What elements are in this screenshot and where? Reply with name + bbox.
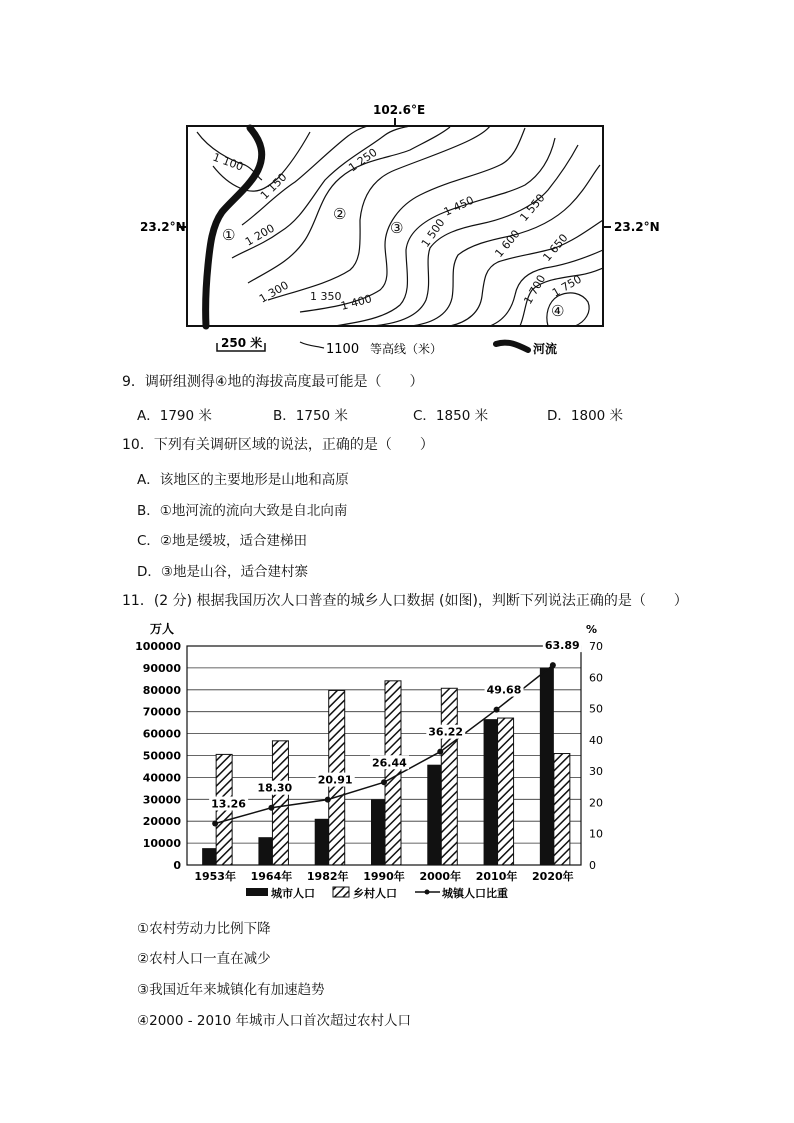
legend-urban-label: 城市人口 — [271, 887, 315, 900]
x-tick-label: 1953年 — [194, 870, 236, 883]
q9-option-a[interactable]: A．1790 米 — [137, 408, 212, 424]
y-left-tick-label: 60000 — [142, 727, 181, 741]
contour-label: 1 300 — [257, 278, 291, 306]
contour-legend-label: 等高线（米） — [370, 342, 443, 356]
contour-label: 1 200 — [243, 221, 277, 249]
y-left-tick-label: 50000 — [142, 749, 181, 763]
question-9-stem: 9．调研组测得④地的海拔高度最可能是（ ） — [122, 374, 424, 390]
y-left-tick-label: 70000 — [142, 705, 181, 719]
parallel-left-label: 23.2°N — [140, 220, 186, 234]
topographic-map — [140, 95, 670, 365]
q9-option-b[interactable]: B．1750 米 — [273, 408, 348, 424]
contour-label: 1 550 — [517, 191, 548, 224]
legend-urban-swatch — [246, 888, 268, 896]
point-3-label: ③ — [390, 219, 404, 237]
y-right-tick-label: 10 — [589, 827, 603, 841]
bar-rural — [498, 718, 514, 865]
q9-option-c[interactable]: C．1850 米 — [413, 408, 489, 424]
urbanization-point — [550, 662, 556, 668]
bar-rural — [385, 681, 401, 865]
y-left-tick-label: 100000 — [135, 640, 181, 653]
population-chart — [135, 620, 620, 905]
bar-rural — [441, 688, 457, 865]
q9-option-d[interactable]: D．1800 米 — [547, 408, 624, 424]
right-axis-unit: % — [586, 623, 598, 636]
river-legend-label: 河流 — [533, 342, 558, 356]
urbanization-point — [494, 707, 500, 713]
q10-option-c[interactable]: C．②地是缓坡，适合建梯田 — [137, 533, 308, 549]
x-tick-label: 2020年 — [532, 870, 574, 883]
chart-legend — [246, 886, 508, 900]
urbanization-data-label: 63.89 — [544, 639, 580, 653]
x-tick-label: 1964年 — [250, 870, 293, 883]
urbanization-data-label: 13.26 — [211, 797, 246, 811]
y-right-tick-label: 30 — [589, 765, 603, 779]
urbanization-data-label: 36.22 — [428, 725, 464, 739]
urbanization-point — [381, 779, 387, 785]
bar-urban — [427, 765, 441, 865]
point-4-label: ④ — [551, 302, 565, 320]
parallel-right-label: 23.2°N — [614, 220, 660, 234]
contour-label: 1 500 — [418, 216, 448, 250]
x-tick-label: 2010年 — [475, 870, 518, 883]
point-1-label: ① — [222, 226, 236, 244]
contour-legend-value: 1100 — [326, 342, 360, 357]
bar-urban — [484, 719, 498, 865]
q10-option-b[interactable]: B．①地河流的流向大致是自北向南 — [137, 503, 348, 519]
contour-label: 1 750 — [550, 272, 584, 300]
scale-bar — [217, 335, 265, 351]
urbanization-data-label: 18.30 — [257, 781, 293, 795]
contour-label: 1 600 — [492, 227, 523, 260]
y-right-tick-label: 20 — [589, 796, 603, 810]
y-left-tick-label: 10000 — [142, 837, 181, 851]
bar-urban — [202, 848, 216, 865]
y-right-tick-label: 70 — [589, 640, 603, 653]
urbanization-data-label: 26.44 — [372, 756, 407, 770]
q11-statement-3: ③我国近年来城镇化有加速趋势 — [137, 982, 325, 998]
bar-urban — [540, 667, 554, 865]
y-right-tick-label: 50 — [589, 702, 603, 716]
contour-legend-line — [300, 342, 324, 348]
y-left-tick-label: 0 — [173, 859, 181, 872]
q11-statement-1: ①农村劳动力比例下降 — [137, 921, 271, 937]
point-2-label: ② — [333, 205, 347, 223]
bar-urban — [258, 837, 272, 865]
contour-label: 1 650 — [540, 231, 571, 264]
contour-label: 1 100 — [210, 150, 246, 174]
scale-label: 250 米 — [221, 336, 263, 350]
urbanization-point — [212, 821, 218, 827]
contour-label: 1 350 — [310, 290, 342, 303]
bar-rural — [272, 741, 288, 865]
urbanization-point — [437, 749, 443, 755]
legend-rural-label: 乡村人口 — [353, 887, 397, 900]
y-right-tick-label: 40 — [589, 733, 603, 747]
q11-statement-4: ④2000 - 2010 年城市人口首次超过农村人口 — [137, 1013, 412, 1029]
bar-urban — [371, 800, 385, 865]
contour-label: 1 400 — [339, 292, 374, 313]
contour-label: 1 450 — [441, 193, 476, 219]
x-tick-label: 1982年 — [306, 870, 349, 883]
y-left-tick-label: 90000 — [142, 661, 181, 675]
q10-option-a[interactable]: A．该地区的主要地形是山地和高原 — [137, 472, 349, 488]
x-tick-label: 1990年 — [363, 870, 405, 883]
urbanization-data-label: 49.68 — [486, 683, 522, 697]
legend-line-marker — [425, 890, 430, 895]
contour-label: 1 700 — [521, 272, 549, 307]
q11-statement-2: ②农村人口一直在减少 — [137, 951, 271, 967]
contour-label: 1 250 — [346, 145, 380, 175]
legend-line-label: 城镇人口比重 — [442, 887, 508, 900]
y-right-tick-label: 0 — [589, 859, 596, 872]
urbanization-data-label: 20.91 — [317, 773, 353, 787]
question-11-stem: 11．(2 分) 根据我国历次人口普查的城乡人口数据 (如图)，判断下列说法正确的是（ ） — [122, 593, 688, 609]
y-left-tick-label: 80000 — [142, 683, 181, 697]
bar-urban — [315, 819, 329, 865]
river-legend-line — [496, 343, 528, 350]
urbanization-point — [325, 797, 331, 803]
y-left-tick-label: 40000 — [142, 771, 181, 785]
y-left-tick-label: 20000 — [142, 815, 181, 829]
legend-rural-swatch — [333, 887, 349, 897]
left-axis-unit: 万人 — [150, 622, 175, 636]
bar-rural — [554, 754, 570, 865]
urbanization-point — [268, 805, 274, 811]
q10-option-d[interactable]: D．③地是山谷，适合建村寨 — [137, 564, 308, 580]
y-left-tick-label: 30000 — [142, 793, 181, 807]
question-10-stem: 10．下列有关调研区域的说法，正确的是（ ） — [122, 437, 434, 453]
contour-label: 1 150 — [257, 170, 290, 203]
meridian-label: 102.6°E — [373, 103, 426, 117]
y-right-tick-label: 60 — [589, 671, 603, 685]
x-tick-label: 2000年 — [419, 870, 462, 883]
